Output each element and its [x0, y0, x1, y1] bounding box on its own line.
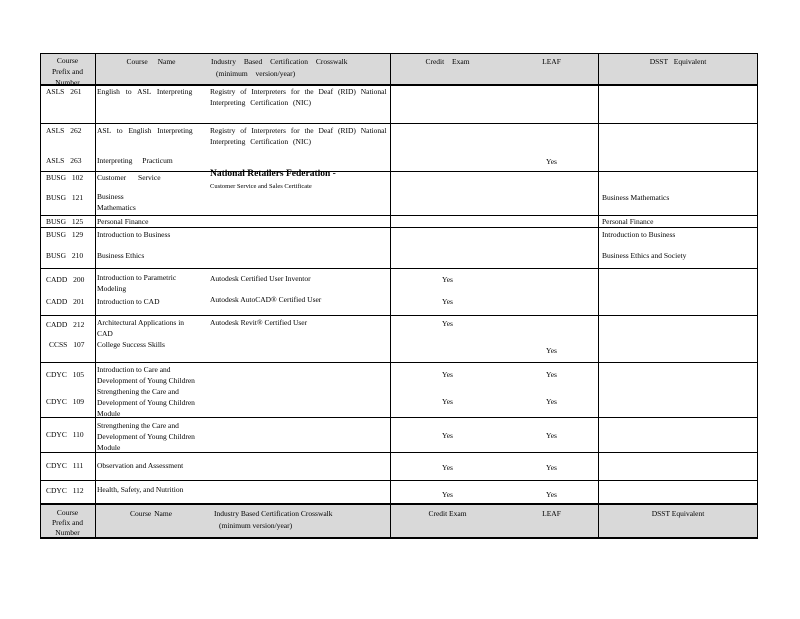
footer-course-name: Course Name [129, 509, 173, 518]
certification: Autodesk Revit® Certified User [210, 318, 308, 327]
dsst-value: Business Mathematics [602, 193, 670, 202]
credit-exam-value: Yes [442, 397, 453, 406]
course-name: Strengthening the Care and Development of Young Children Module [97, 387, 195, 418]
course-prefix: BUSG 210 [46, 251, 84, 260]
leaf-value: Yes [546, 397, 557, 406]
dsst-value: Personal Finance [602, 217, 654, 226]
course-prefix: CADD 201 [46, 297, 85, 306]
header-certification-line1: Industry Based Certification Crosswalk [211, 57, 348, 66]
certification: Registry of Interpreters for the Deaf (RID) National Interpreting Certification (NIC) [210, 126, 387, 146]
course-prefix: BUSG 125 [46, 217, 84, 226]
certification: Autodesk AutoCAD® Certified User [210, 295, 322, 304]
footer-leaf: LEAF [542, 509, 561, 518]
grid-line-vertical [598, 53, 599, 539]
footer-dsst-equivalent: DSST Equivalent [651, 509, 705, 518]
course-name: Interpreting Practicum [97, 156, 173, 165]
grid-line-horizontal [40, 123, 758, 124]
course-name: Personal Finance [97, 217, 149, 226]
grid-line-vertical [757, 53, 758, 539]
header-course-prefix-line1: Course [56, 56, 79, 65]
course-prefix: CDYC 110 [46, 430, 84, 439]
header-credit-exam: Credit Exam [425, 57, 470, 66]
course-name: Strengthening the Care and Development of Young Children Module [97, 421, 195, 452]
grid-line-horizontal [40, 268, 758, 269]
leaf-value: Yes [546, 490, 557, 499]
course-name: Customer Service [97, 173, 161, 182]
grid-line-horizontal [40, 315, 758, 316]
credit-exam-value: Yes [442, 463, 453, 472]
grid-line-horizontal [40, 227, 758, 228]
course-prefix: CDYC 109 [46, 397, 84, 406]
course-name: Introduction to Care and Development of Young Children [97, 365, 195, 385]
certification-subtitle: Customer Service and Sales Certificate [210, 183, 312, 190]
grid-line-horizontal [40, 480, 758, 481]
course-prefix: CCSS 107 [49, 340, 85, 349]
course-name: Introduction to Business [97, 230, 171, 239]
course-prefix: CADD 200 [46, 275, 85, 284]
course-prefix: CDYC 105 [46, 370, 84, 379]
certification-title: National Retailers Federation - [210, 169, 336, 179]
course-prefix: ASLS 262 [46, 126, 82, 135]
credit-exam-value: Yes [442, 370, 453, 379]
course-name: Business Mathematics [97, 192, 136, 212]
credit-exam-value: Yes [442, 490, 453, 499]
credit-exam-value: Yes [442, 319, 453, 328]
footer-course-prefix-line1: Course [56, 508, 79, 517]
credit-exam-value: Yes [442, 275, 453, 284]
header-course-prefix-line2: Prefix and [51, 67, 84, 76]
header-leaf: LEAF [542, 57, 561, 66]
dsst-value: Business Ethics and Society [602, 251, 687, 260]
course-name: Health, Safety, and Nutrition [97, 485, 184, 494]
course-prefix: ASLS 263 [46, 156, 82, 165]
certification: Autodesk Certified User Inventor [210, 274, 311, 283]
course-prefix: BUSG 121 [46, 193, 84, 202]
leaf-value: Yes [546, 370, 557, 379]
header-course-prefix-line3: Number [55, 78, 80, 85]
leaf-value: Yes [546, 431, 557, 440]
dsst-value: Introduction to Business [602, 230, 676, 239]
credit-exam-value: Yes [442, 431, 453, 440]
course-name: English to ASL Interpreting [97, 87, 193, 96]
grid-line-horizontal [40, 503, 758, 505]
course-prefix: BUSG 129 [46, 230, 84, 239]
course-prefix: BUSG 102 [46, 173, 84, 182]
course-prefix: CDYC 112 [46, 486, 84, 495]
grid-line-horizontal [40, 53, 758, 54]
footer-credit-exam: Credit Exam [428, 509, 467, 518]
grid-line-horizontal [40, 537, 758, 539]
course-name: Architectural Applications in CAD [97, 318, 185, 338]
course-prefix: ASLS 261 [46, 87, 82, 96]
course-prefix: CADD 212 [46, 320, 85, 329]
leaf-value: Yes [546, 346, 557, 355]
credit-exam-value: Yes [442, 297, 453, 306]
grid-line-vertical [40, 53, 41, 539]
header-course-name: Course Name [126, 57, 176, 66]
footer-course-prefix-line2: Prefix and [51, 518, 84, 527]
course-name: Introduction to Parametric Modeling [97, 273, 177, 293]
header-dsst-equivalent: DSST Equivalent [649, 57, 707, 66]
leaf-value: Yes [546, 463, 557, 472]
course-name: ASL to English Interpreting [97, 126, 193, 135]
footer-certification-line2: (minimum version/year) [219, 521, 293, 530]
course-prefix: CDYC 111 [46, 461, 84, 470]
grid-line-horizontal [40, 362, 758, 363]
certification: Registry of Interpreters for the Deaf (RID) National Interpreting Certification (NIC) [210, 87, 387, 107]
leaf-value: Yes [546, 157, 557, 166]
course-name: Introduction to CAD [97, 297, 160, 306]
header-certification-line2: (minimum version/year) [216, 69, 296, 78]
grid-line-vertical [95, 53, 96, 539]
course-name: College Success Skills [97, 340, 165, 349]
footer-course-prefix-line3: Number [55, 528, 80, 536]
footer-certification-line1: Industry Based Certification Crosswalk [214, 509, 333, 518]
course-name: Observation and Assessment [97, 461, 184, 470]
course-name: Business Ethics [97, 251, 145, 260]
